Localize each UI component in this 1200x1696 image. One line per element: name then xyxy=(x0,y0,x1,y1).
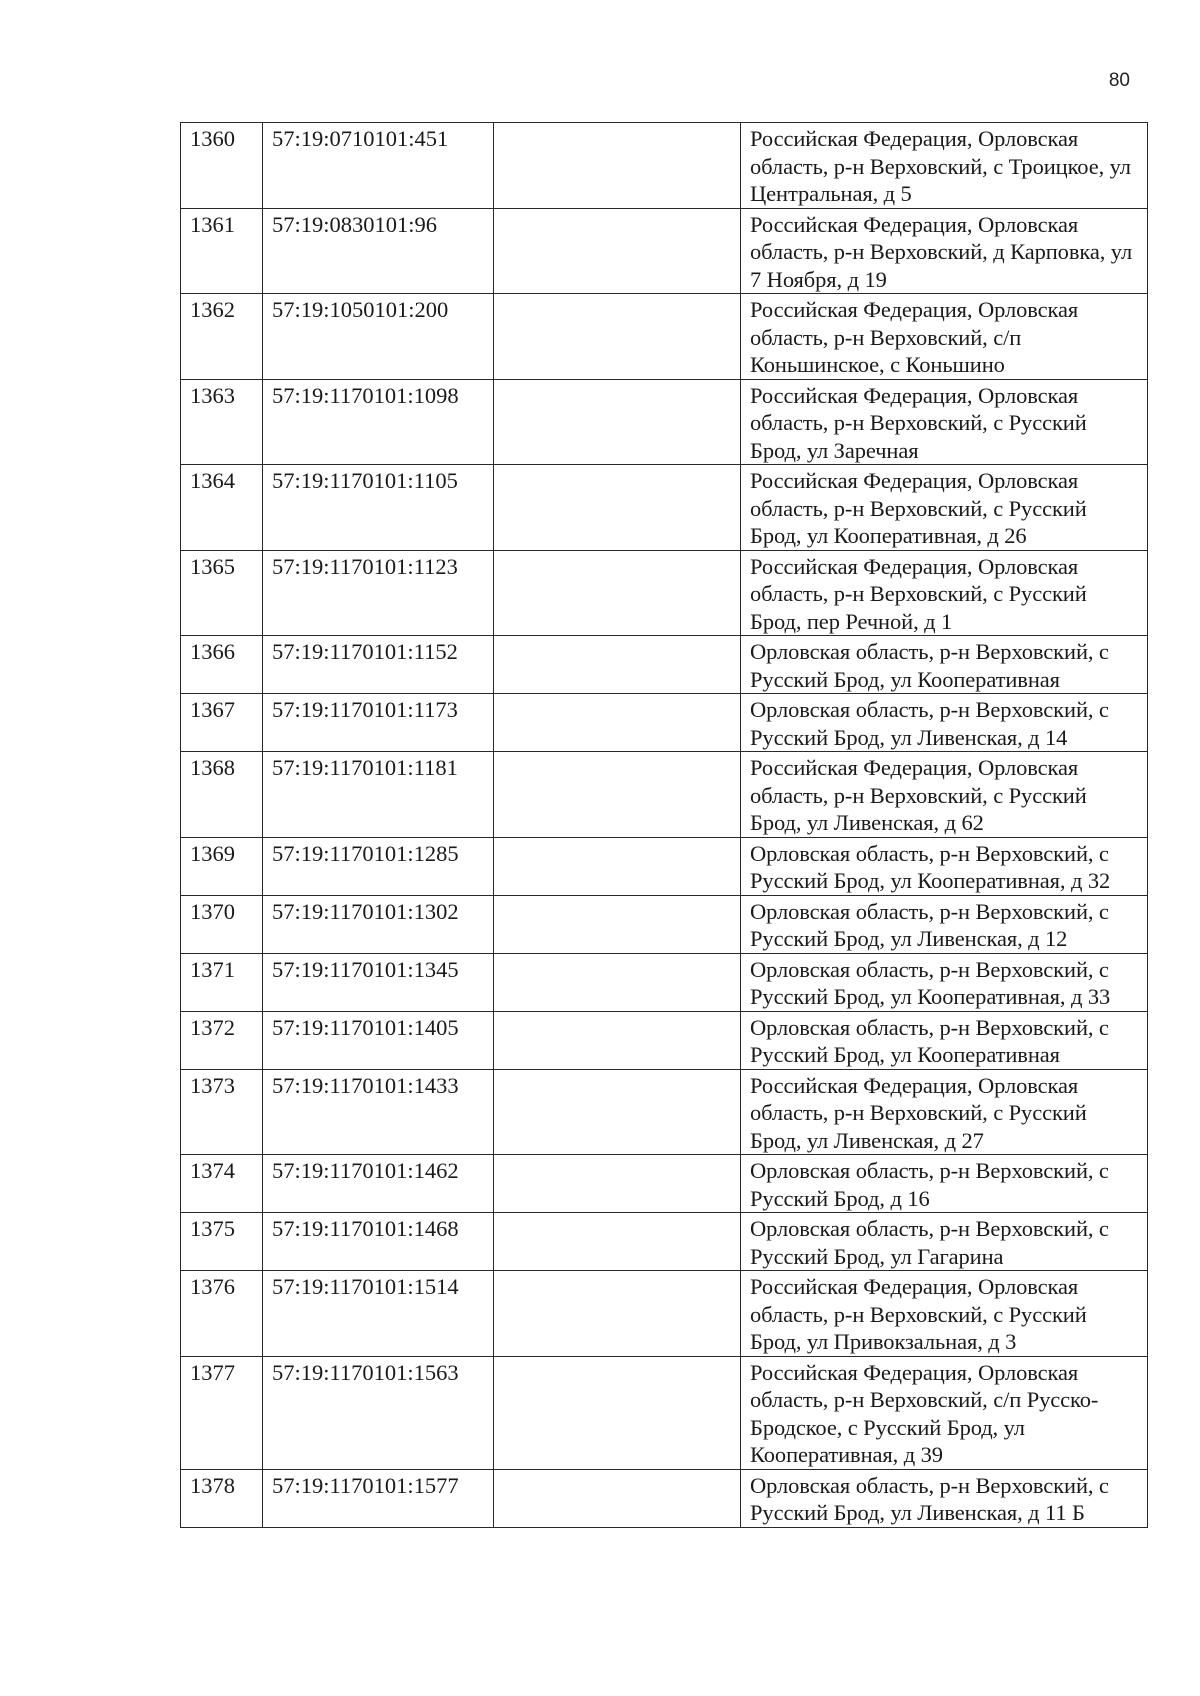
empty-cell xyxy=(494,1011,741,1069)
cadastral-number-cell: 57:19:1050101:200 xyxy=(263,294,494,380)
table-row xyxy=(181,752,1148,838)
address-cell: Орловская область, р-н Верховский, с Русский Брод, ул Ливенская, д 11 Б xyxy=(741,1469,1148,1527)
empty-cell xyxy=(494,1271,741,1357)
empty-cell xyxy=(494,1069,741,1155)
table-row xyxy=(181,208,1148,294)
empty-cell xyxy=(494,1213,741,1271)
address-cell: Орловская область, р-н Верховский, с Русский Брод, ул Ливенская, д 14 xyxy=(741,694,1148,752)
address-cell: Орловская область, р-н Верховский, с Русский Брод, ул Кооперативная xyxy=(741,636,1148,694)
table-row xyxy=(181,1356,1148,1469)
empty-cell xyxy=(494,208,741,294)
row-number-cell: 1366 xyxy=(181,636,263,694)
address-cell: Российская Федерация, Орловская область, р-н Верховский, с Русский Брод, ул Кооперативная, д 26 xyxy=(741,465,1148,551)
address-cell: Российская Федерация, Орловская область, р-н Верховский, с Русский Брод, ул Привокзальная, д 3 xyxy=(741,1271,1148,1357)
row-number-cell: 1363 xyxy=(181,379,263,465)
empty-cell xyxy=(494,953,741,1011)
empty-cell xyxy=(494,837,741,895)
row-number-cell: 1369 xyxy=(181,837,263,895)
address-cell: Российская Федерация, Орловская область, р-н Верховский, с Русский Брод, ул Ливенская, д 27 xyxy=(741,1069,1148,1155)
row-number-cell: 1372 xyxy=(181,1011,263,1069)
address-cell: Российская Федерация, Орловская область, р-н Верховский, с Русский Брод, пер Речной, д 1 xyxy=(741,550,1148,636)
row-number-cell: 1368 xyxy=(181,752,263,838)
table-row xyxy=(181,1011,1148,1069)
row-number-cell: 1375 xyxy=(181,1213,263,1271)
row-number-cell: 1370 xyxy=(181,895,263,953)
cadastral-number-cell: 57:19:1170101:1173 xyxy=(263,694,494,752)
empty-cell xyxy=(494,694,741,752)
empty-cell xyxy=(494,1155,741,1213)
table-row xyxy=(181,1069,1148,1155)
empty-cell xyxy=(494,1356,741,1469)
row-number-cell: 1362 xyxy=(181,294,263,380)
table-row xyxy=(181,895,1148,953)
empty-cell xyxy=(494,895,741,953)
row-number-cell: 1364 xyxy=(181,465,263,551)
empty-cell xyxy=(494,752,741,838)
cadastral-number-cell: 57:19:1170101:1285 xyxy=(263,837,494,895)
address-cell: Орловская область, р-н Верховский, с Русский Брод, д 16 xyxy=(741,1155,1148,1213)
page-number: 80 xyxy=(1108,70,1130,91)
row-number-cell: 1360 xyxy=(181,123,263,209)
cadastral-number-cell: 57:19:1170101:1433 xyxy=(263,1069,494,1155)
table-row xyxy=(181,1155,1148,1213)
table-row xyxy=(181,123,1148,209)
address-cell: Российская Федерация, Орловская область, р-н Верховский, с Русский Брод, ул Заречная xyxy=(741,379,1148,465)
address-cell: Российская Федерация, Орловская область, р-н Верховский, с Троицкое, ул Центральная, д 5 xyxy=(741,123,1148,209)
cadastral-number-cell: 57:19:1170101:1462 xyxy=(263,1155,494,1213)
table-row xyxy=(181,1271,1148,1357)
row-number-cell: 1378 xyxy=(181,1469,263,1527)
row-number-cell: 1371 xyxy=(181,953,263,1011)
empty-cell xyxy=(494,1469,741,1527)
cadastral-number-cell: 57:19:1170101:1098 xyxy=(263,379,494,465)
empty-cell xyxy=(494,636,741,694)
empty-cell xyxy=(494,294,741,380)
address-cell: Орловская область, р-н Верховский, с Русский Брод, ул Кооперативная, д 33 xyxy=(741,953,1148,1011)
table-row xyxy=(181,636,1148,694)
cadastral-number-cell: 57:19:1170101:1577 xyxy=(263,1469,494,1527)
cadastral-number-cell: 57:19:0830101:96 xyxy=(263,208,494,294)
empty-cell xyxy=(494,379,741,465)
address-cell: Российская Федерация, Орловская область, р-н Верховский, д Карповка, ул 7 Ноября, д 19 xyxy=(741,208,1148,294)
empty-cell xyxy=(494,123,741,209)
cadastral-number-cell: 57:19:1170101:1152 xyxy=(263,636,494,694)
table-row xyxy=(181,379,1148,465)
row-number-cell: 1361 xyxy=(181,208,263,294)
empty-cell xyxy=(494,550,741,636)
cadastral-number-cell: 57:19:1170101:1514 xyxy=(263,1271,494,1357)
row-number-cell: 1374 xyxy=(181,1155,263,1213)
cadastral-number-cell: 57:19:1170101:1563 xyxy=(263,1356,494,1469)
table-row xyxy=(181,1469,1148,1527)
cadastral-number-cell: 57:19:1170101:1302 xyxy=(263,895,494,953)
cadastral-number-cell: 57:19:1170101:1468 xyxy=(263,1213,494,1271)
cadastral-number-cell: 57:19:1170101:1181 xyxy=(263,752,494,838)
table-row xyxy=(181,694,1148,752)
address-cell: Орловская область, р-н Верховский, с Русский Брод, ул Кооперативная, д 32 xyxy=(741,837,1148,895)
registry-table-body xyxy=(181,123,1148,1528)
address-cell: Российская Федерация, Орловская область, р-н Верховский, с Русский Брод, ул Ливенская, д 62 xyxy=(741,752,1148,838)
row-number-cell: 1367 xyxy=(181,694,263,752)
row-number-cell: 1377 xyxy=(181,1356,263,1469)
empty-cell xyxy=(494,465,741,551)
address-cell: Российская Федерация, Орловская область, р-н Верховский, с/п Русско-Бродское, с Русский Брод, ул Кооперативная, д 39 xyxy=(741,1356,1148,1469)
table-row xyxy=(181,550,1148,636)
row-number-cell: 1365 xyxy=(181,550,263,636)
row-number-cell: 1373 xyxy=(181,1069,263,1155)
cadastral-number-cell: 57:19:1170101:1405 xyxy=(263,1011,494,1069)
cadastral-number-cell: 57:19:0710101:451 xyxy=(263,123,494,209)
table-row xyxy=(181,1213,1148,1271)
cadastral-number-cell: 57:19:1170101:1123 xyxy=(263,550,494,636)
row-number-cell: 1376 xyxy=(181,1271,263,1357)
cadastral-number-cell: 57:19:1170101:1105 xyxy=(263,465,494,551)
cadastral-number-cell: 57:19:1170101:1345 xyxy=(263,953,494,1011)
registry-table xyxy=(180,122,1148,1528)
address-cell: Орловская область, р-н Верховский, с Русский Брод, ул Ливенская, д 12 xyxy=(741,895,1148,953)
address-cell: Российская Федерация, Орловская область, р-н Верховский, с/п Коньшинское, с Коньшино xyxy=(741,294,1148,380)
address-cell: Орловская область, р-н Верховский, с Русский Брод, ул Кооперативная xyxy=(741,1011,1148,1069)
table-row xyxy=(181,953,1148,1011)
table-row xyxy=(181,837,1148,895)
address-cell: Орловская область, р-н Верховский, с Русский Брод, ул Гагарина xyxy=(741,1213,1148,1271)
table-row xyxy=(181,465,1148,551)
table-row xyxy=(181,294,1148,380)
